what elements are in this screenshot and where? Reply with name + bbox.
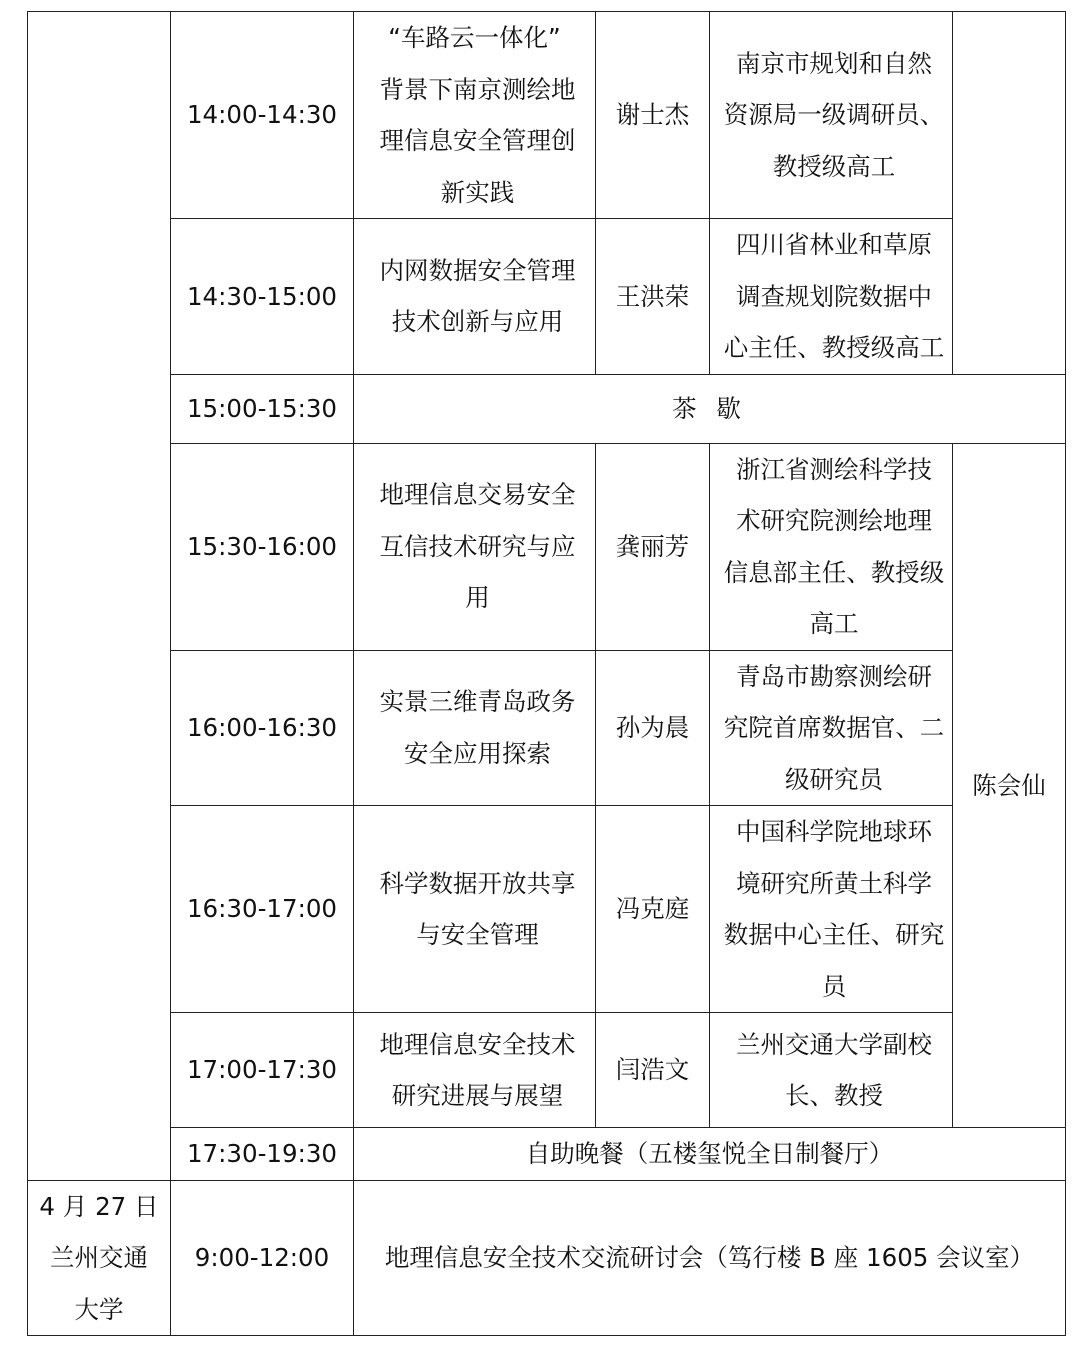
org-line: 信息部主任、教授级 (723, 557, 945, 587)
topic-line: “车路云一体化” (388, 23, 561, 52)
org-line: 教授级高工 (772, 151, 896, 181)
topic-cell (354, 1013, 596, 1128)
topic-line: 研究进展与展望 (391, 1081, 564, 1110)
tea-break-text: 茶 歇 (672, 393, 747, 423)
topic-cell (354, 806, 596, 1013)
topic-line: 理信息安全管理创 (379, 126, 576, 155)
topic-line: 与安全管理 (416, 920, 539, 949)
org-line: 浙江省测绘科学技 (736, 454, 932, 484)
org-line: 术研究院测绘地理 (736, 506, 932, 535)
speaker-cell: 王洪荣 (596, 219, 710, 375)
org-line: 南京市规划和自然 (736, 48, 932, 78)
time-cell: 14:00-14:30 (171, 12, 354, 219)
org-cell (710, 443, 953, 650)
time-cell: 15:30-16:00 (171, 443, 354, 650)
topic-line: 科学数据开放共享 (379, 868, 576, 898)
org-line: 员 (821, 971, 847, 1001)
table-row (28, 443, 1066, 650)
topic-line: 技术创新与应用 (391, 307, 564, 337)
table-row (28, 219, 1066, 375)
speaker-cell: 孙为晨 (596, 650, 710, 806)
org-line: 境研究所黄土科学 (736, 868, 932, 898)
org-line: 兰州交通大学副校 (736, 1029, 932, 1059)
org-cell (710, 1013, 953, 1128)
topic-line: 新实践 (440, 177, 515, 207)
date-cell-empty (28, 12, 171, 1181)
schedule-table (27, 11, 1066, 1336)
org-line: 究院首席数据官、二 (723, 713, 945, 742)
topic-line: 内网数据安全管理 (379, 255, 576, 285)
org-line: 调查规划院数据中 (736, 281, 932, 311)
speaker-cell: 闫浩文 (596, 1013, 710, 1128)
org-line: 四川省林业和草原 (736, 230, 932, 259)
topic-cell (354, 12, 596, 219)
topic-line: 地理信息安全技术 (379, 1029, 576, 1059)
org-line: 高工 (809, 609, 859, 638)
tea-break-cell (354, 374, 1066, 443)
date-line: 兰州交通 (50, 1243, 148, 1272)
topic-cell (354, 219, 596, 375)
time-cell: 14:30-15:00 (171, 219, 354, 375)
table-row (28, 1128, 1066, 1181)
seminar-cell: 地理信息安全技术交流研讨会（笃行楼 B 座 1605 会议室） (354, 1180, 1066, 1336)
speaker-cell: 谢士杰 (596, 12, 710, 219)
table-row (28, 374, 1066, 443)
org-cell (710, 219, 953, 375)
topic-line: 互信技术研究与应 (379, 531, 576, 561)
org-cell (710, 12, 953, 219)
table-row (28, 12, 1066, 219)
topic-line: 实景三维青岛政务 (379, 687, 576, 717)
org-line: 资源局一级调研员、 (723, 100, 945, 130)
time-cell: 9:00-12:00 (171, 1180, 354, 1336)
time-cell: 15:00-15:30 (171, 374, 354, 443)
topic-line: 用 (465, 583, 490, 613)
date-line: 大学 (74, 1294, 124, 1324)
date-line: 4 月 27 日 (39, 1191, 159, 1221)
org-line: 数据中心主任、研究 (723, 920, 945, 949)
time-cell: 17:30-19:30 (171, 1128, 354, 1181)
org-line: 长、教授 (785, 1081, 883, 1110)
topic-line: 安全应用探索 (404, 738, 551, 768)
time-cell: 16:30-17:00 (171, 806, 354, 1013)
org-line: 青岛市勘察测绘研 (736, 661, 932, 691)
topic-line: 地理信息交易安全 (379, 480, 576, 510)
topic-cell (354, 443, 596, 650)
org-line: 级研究员 (785, 764, 883, 794)
table-row (28, 1013, 1066, 1128)
table-row (28, 1180, 1066, 1336)
speaker-cell: 冯克庭 (596, 806, 710, 1013)
host-cell: 陈会仙 (953, 443, 1066, 1128)
dinner-cell: 自助晚餐（五楼玺悦全日制餐厅） (354, 1128, 1066, 1181)
topic-line: 背景下南京测绘地 (379, 74, 576, 104)
host-cell-empty (953, 12, 1066, 375)
time-cell: 16:00-16:30 (171, 650, 354, 806)
org-line: 心主任、教授级高工 (723, 333, 945, 362)
org-line: 中国科学院地球环 (736, 817, 932, 846)
table-row (28, 806, 1066, 1013)
date-cell (28, 1180, 171, 1336)
time-cell: 17:00-17:30 (171, 1013, 354, 1128)
topic-cell (354, 650, 596, 806)
org-cell (710, 806, 953, 1013)
table-row (28, 650, 1066, 806)
org-cell (710, 650, 953, 806)
speaker-cell: 龚丽芳 (596, 443, 710, 650)
